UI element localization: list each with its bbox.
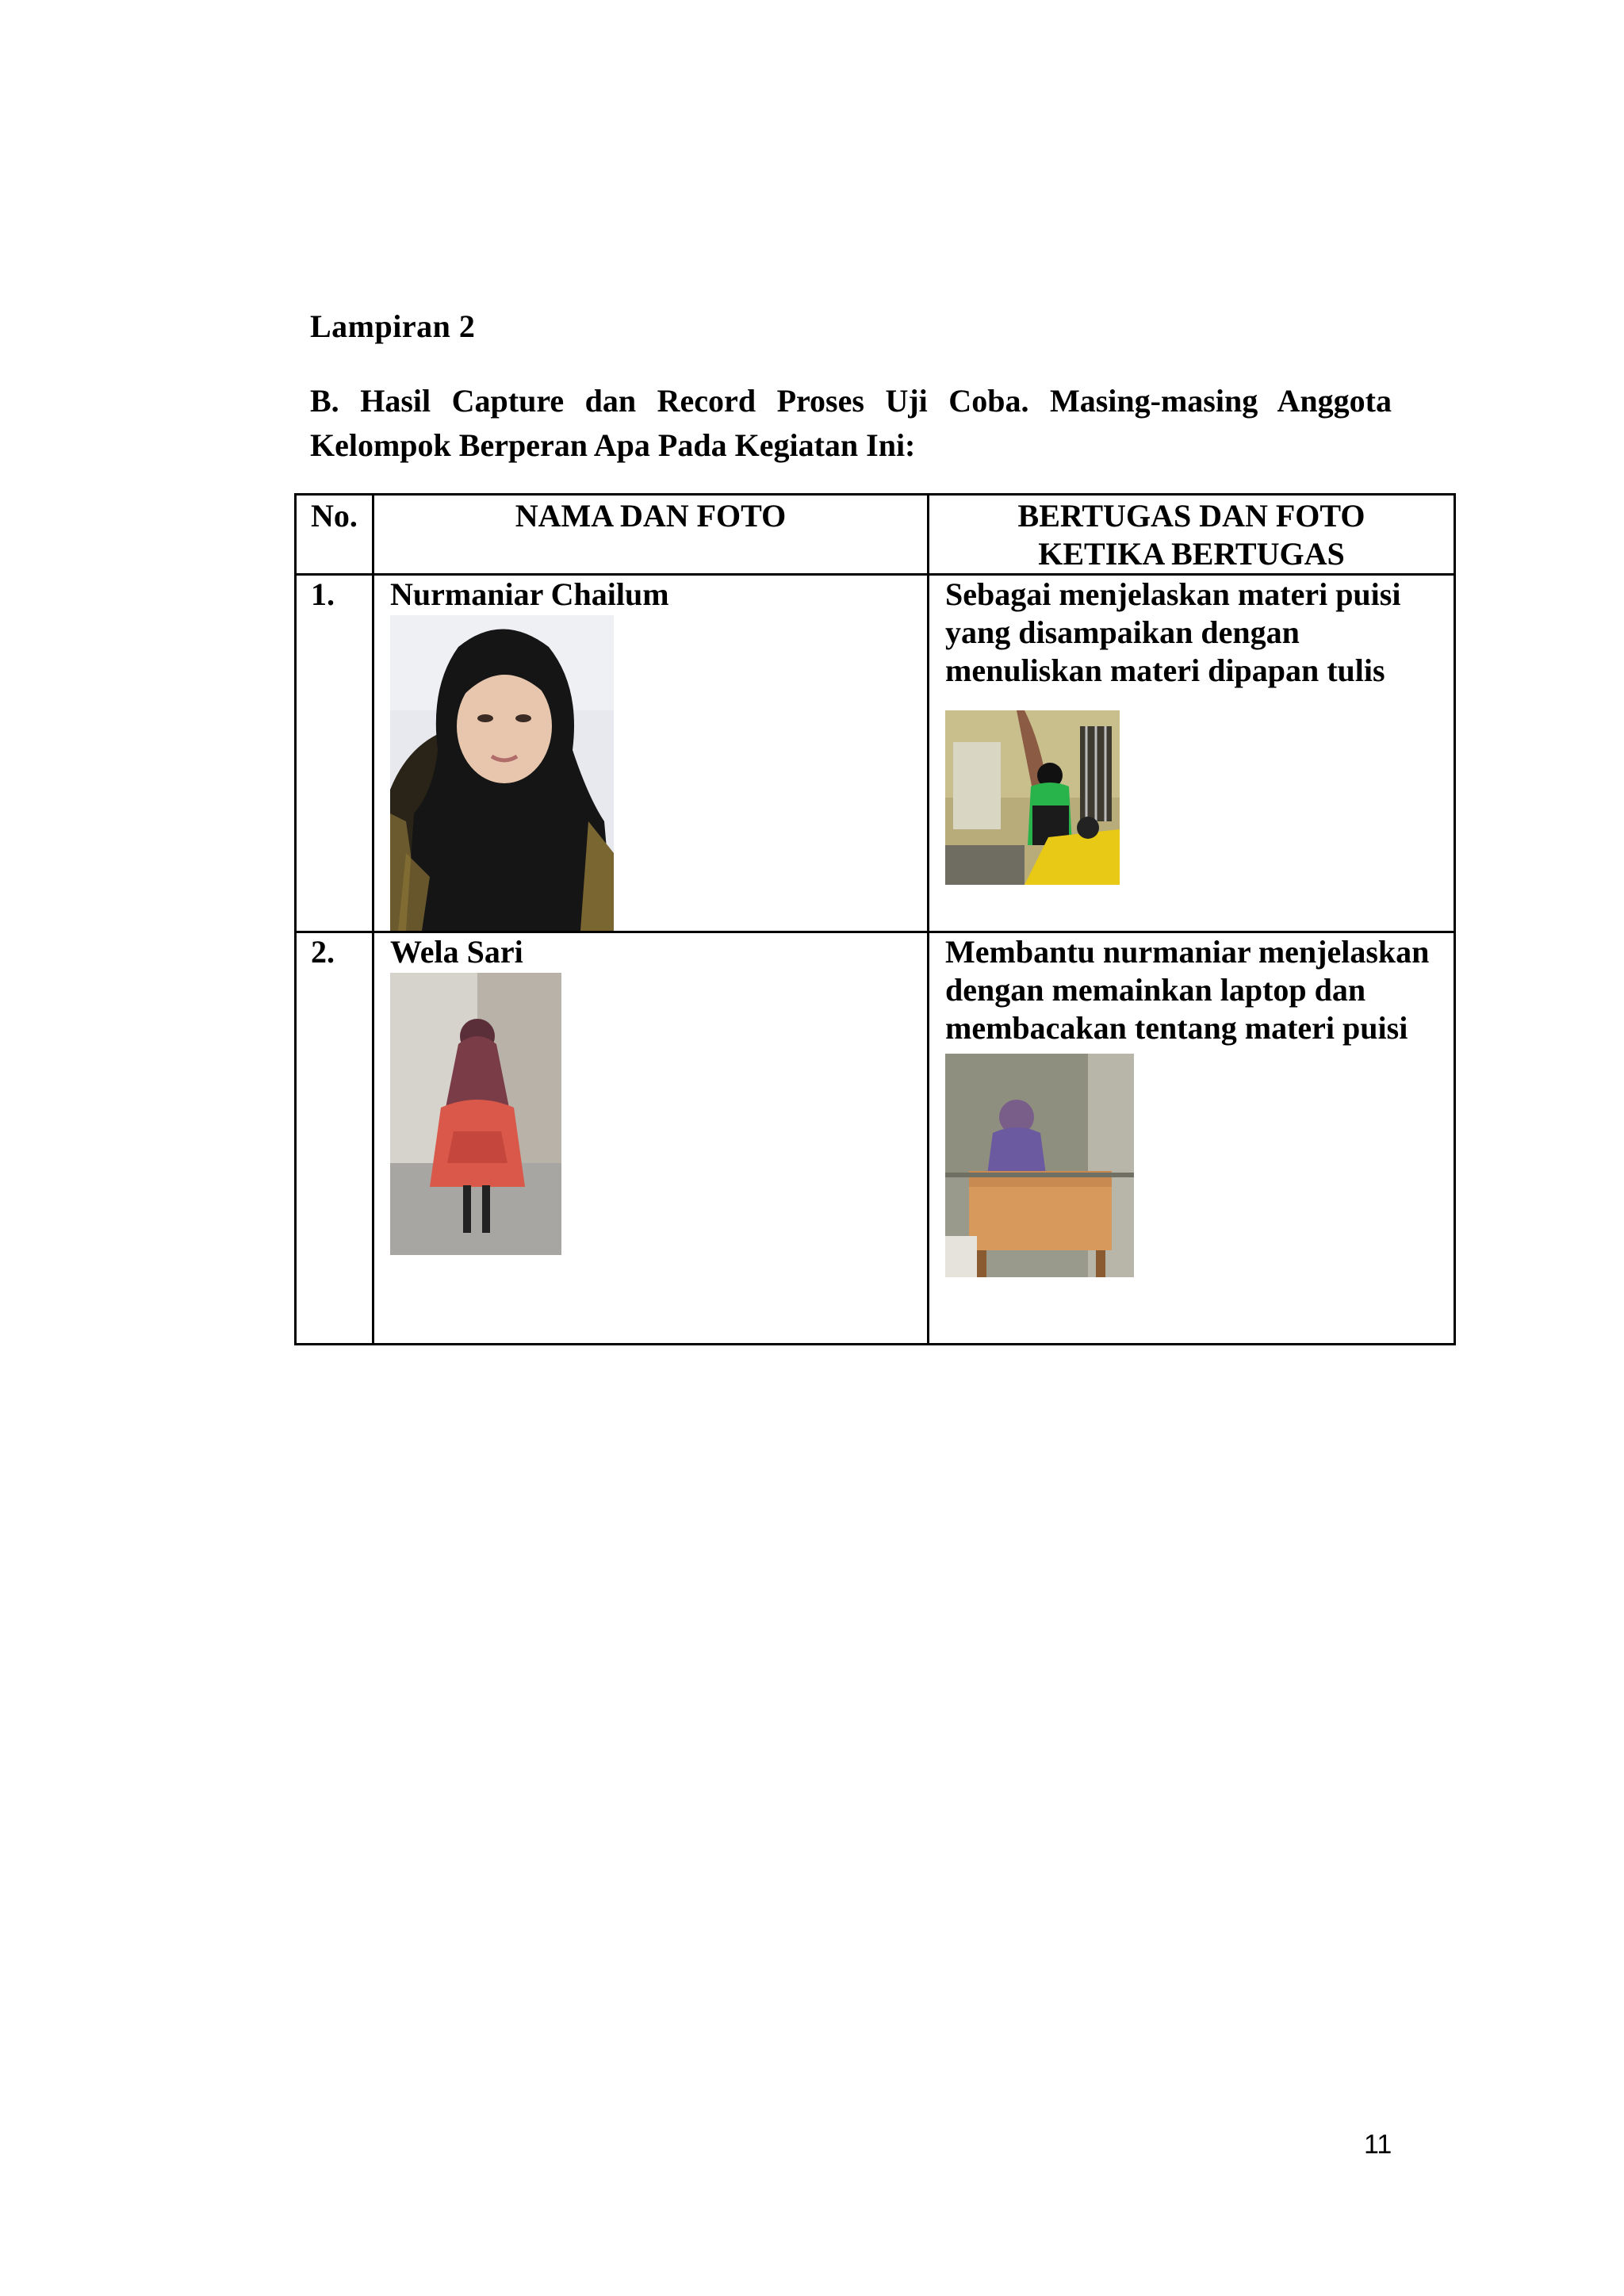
intro-line-2: Kelompok Berperan Apa Pada Kegiatan Ini: bbox=[310, 427, 916, 463]
name-photo-cell bbox=[373, 575, 929, 932]
appendix-heading: Lampiran 2 bbox=[310, 308, 476, 344]
header-task-line-2: KETIKA BERTUGAS bbox=[1038, 536, 1345, 572]
page-number: 11 bbox=[1364, 2130, 1392, 2160]
intro-line-1: B. Hasil Capture dan Record Proses Uji Coba. Masing-masing Anggota bbox=[310, 383, 1392, 419]
task-description: Sebagai menjelaskan materi puisi yang disampaikan dengan menuliskan materi dipapan tulis bbox=[945, 576, 1401, 688]
name-photo-cell bbox=[373, 932, 929, 1345]
row-number: 1. bbox=[296, 575, 373, 932]
member-name: Wela Sari bbox=[390, 934, 523, 970]
table-header-row bbox=[296, 495, 1455, 575]
header-no: No. bbox=[296, 495, 373, 575]
task-classroom-photo bbox=[945, 710, 1120, 885]
header-task-line-1: BERTUGAS DAN FOTO bbox=[1017, 498, 1365, 534]
intro-paragraph bbox=[310, 379, 1392, 468]
table-row bbox=[296, 575, 1455, 932]
task-photo-cell bbox=[929, 932, 1455, 1345]
task-desk-photo bbox=[945, 1054, 1134, 1277]
header-name-photo: NAMA DAN FOTO bbox=[373, 495, 929, 575]
members-table bbox=[294, 493, 1456, 1345]
task-photo-cell bbox=[929, 575, 1455, 932]
member-portrait-photo bbox=[390, 615, 614, 931]
task-description: Membantu nurmaniar menjelaskan dengan memainkan laptop dan membacakan tentang materi puisi bbox=[945, 934, 1430, 1046]
member-portrait-photo bbox=[390, 973, 561, 1255]
table-row bbox=[296, 932, 1455, 1345]
row-number: 2. bbox=[296, 932, 373, 1345]
member-name: Nurmaniar Chailum bbox=[390, 576, 669, 612]
header-task-photo bbox=[929, 495, 1455, 575]
